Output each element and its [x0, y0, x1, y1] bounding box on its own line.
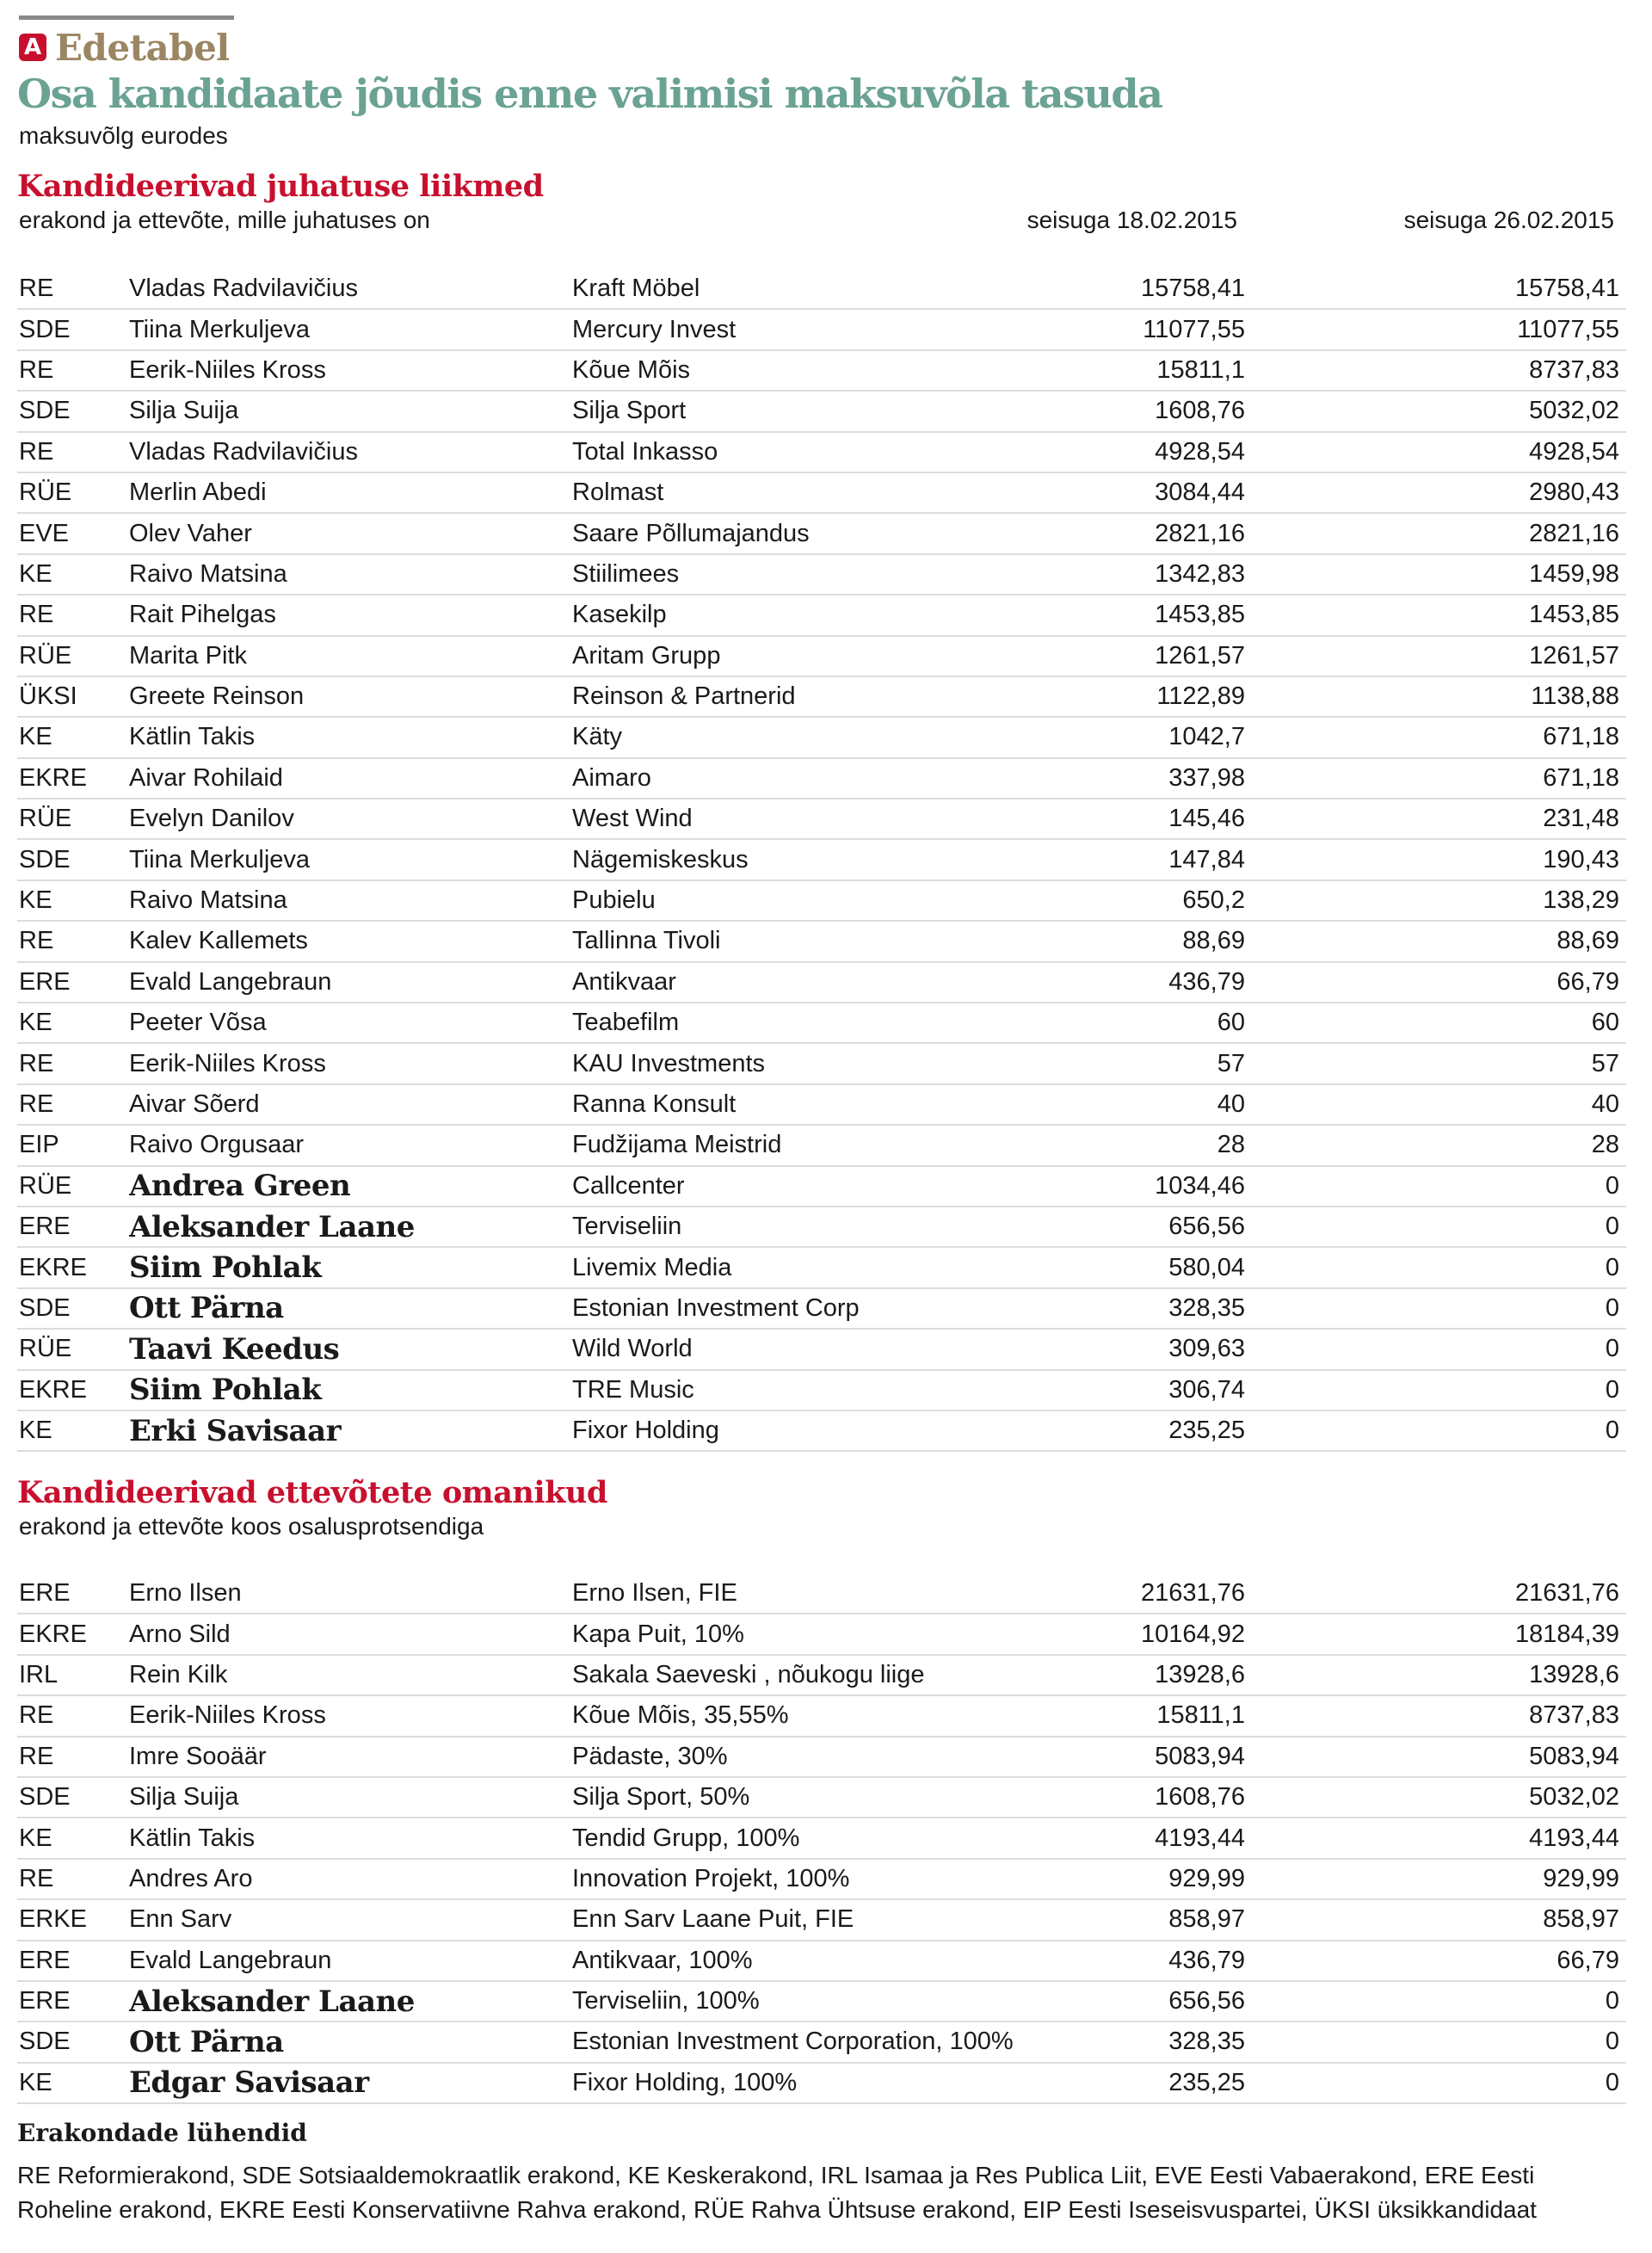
name-cell: Eerik-Niiles Kross — [129, 1695, 572, 1736]
company-cell: Pädaste, 30% — [572, 1737, 1131, 1777]
name-cell: Edgar Savisaar — [129, 2063, 572, 2103]
debt-date2-cell: 2980,43 — [1245, 472, 1626, 513]
name-cell: Evald Langebraun — [129, 1941, 572, 1981]
table-row — [17, 636, 1626, 676]
table-row — [17, 1777, 1626, 1818]
party-cell: EKRE — [17, 1247, 129, 1287]
table-row — [17, 269, 1626, 309]
top-rule — [19, 15, 234, 20]
debt-date2-cell: 18184,39 — [1245, 1614, 1626, 1654]
company-cell: Fixor Holding — [572, 1410, 1131, 1451]
debt-date1-cell: 4928,54 — [1131, 432, 1245, 472]
table-row — [17, 1695, 1626, 1736]
debt-date2-cell: 4928,54 — [1245, 432, 1626, 472]
table-row — [17, 880, 1626, 921]
brand-logo: A — [19, 34, 46, 61]
debt-date1-cell: 11077,55 — [1131, 309, 1245, 349]
table-row — [17, 1043, 1626, 1083]
company-cell: West Wind — [572, 799, 1131, 839]
debt-date1-cell: 656,56 — [1131, 1981, 1245, 2022]
company-cell: Kraft Möbel — [572, 269, 1131, 309]
debt-date2-cell: 1459,98 — [1245, 554, 1626, 595]
owners-table — [17, 1574, 1626, 2104]
company-cell: Silja Sport, 50% — [572, 1777, 1131, 1818]
party-cell: EKRE — [17, 1370, 129, 1410]
company-cell: Kapa Puit, 10% — [572, 1614, 1131, 1654]
subhead: maksuvõlg eurodes — [19, 122, 228, 149]
company-cell: Estonian Investment Corp — [572, 1288, 1131, 1329]
party-cell: KE — [17, 1003, 129, 1043]
debt-date2-cell: 57 — [1245, 1043, 1626, 1083]
name-cell: Enn Sarv — [129, 1899, 572, 1940]
company-cell: Nägemiskeskus — [572, 839, 1131, 880]
company-cell: Sakala Saeveski , nõukogu liige — [572, 1655, 1131, 1695]
company-cell: Teabefilm — [572, 1003, 1131, 1043]
debt-date1-cell: 235,25 — [1131, 1410, 1245, 1451]
headline: Osa kandidaate jõudis enne valimisi maksuvõla tasuda — [17, 71, 1162, 117]
table-row — [17, 595, 1626, 635]
party-cell: ERE — [17, 962, 129, 1003]
table-row — [17, 1207, 1626, 1247]
company-cell: Antikvaar — [572, 962, 1131, 1003]
company-cell: Ranna Konsult — [572, 1084, 1131, 1125]
debt-date2-cell: 671,18 — [1245, 717, 1626, 757]
debt-date1-cell: 1261,57 — [1131, 636, 1245, 676]
party-cell: KE — [17, 2063, 129, 2103]
table-row — [17, 1084, 1626, 1125]
debt-date2-cell: 231,48 — [1245, 799, 1626, 839]
name-cell: Kätlin Takis — [129, 717, 572, 757]
name-cell: Evald Langebraun — [129, 962, 572, 1003]
debt-date2-cell: 190,43 — [1245, 839, 1626, 880]
legend-title: Erakondade lühendid — [17, 2119, 307, 2147]
debt-date1-cell: 1122,89 — [1131, 676, 1245, 717]
party-cell: EKRE — [17, 758, 129, 799]
name-cell: Marita Pitk — [129, 636, 572, 676]
debt-date1-cell: 1034,46 — [1131, 1166, 1245, 1207]
debt-date1-cell: 306,74 — [1131, 1370, 1245, 1410]
company-cell: Aimaro — [572, 758, 1131, 799]
debt-date1-cell: 57 — [1131, 1043, 1245, 1083]
debt-date2-cell: 0 — [1245, 1329, 1626, 1369]
name-cell: Merlin Abedi — [129, 472, 572, 513]
company-cell: Rolmast — [572, 472, 1131, 513]
name-cell: Silja Suija — [129, 391, 572, 431]
party-cell: RE — [17, 1043, 129, 1083]
debt-date2-cell: 1261,57 — [1245, 636, 1626, 676]
table-row — [17, 1941, 1626, 1981]
debt-date1-cell: 5083,94 — [1131, 1737, 1245, 1777]
table-row — [17, 676, 1626, 717]
name-cell: Siim Pohlak — [129, 1247, 572, 1287]
party-cell: KE — [17, 880, 129, 921]
name-cell: Eerik-Niiles Kross — [129, 1043, 572, 1083]
company-cell: Fixor Holding, 100% — [572, 2063, 1131, 2103]
table-row — [17, 513, 1626, 553]
debt-date2-cell: 929,99 — [1245, 1859, 1626, 1899]
name-cell: Rein Kilk — [129, 1655, 572, 1695]
table-row — [17, 1859, 1626, 1899]
company-cell: Käty — [572, 717, 1131, 757]
debt-date1-cell: 650,2 — [1131, 880, 1245, 921]
name-cell: Aleksander Laane — [129, 1981, 572, 2022]
debt-date2-cell: 21631,76 — [1245, 1574, 1626, 1614]
party-cell: EIP — [17, 1125, 129, 1165]
name-cell: Vladas Radvilavičius — [129, 269, 572, 309]
party-cell: SDE — [17, 2022, 129, 2062]
name-cell: Greete Reinson — [129, 676, 572, 717]
name-cell: Arno Sild — [129, 1614, 572, 1654]
party-cell: ERE — [17, 1207, 129, 1247]
company-cell: Innovation Projekt, 100% — [572, 1859, 1131, 1899]
debt-date2-cell: 5032,02 — [1245, 1777, 1626, 1818]
debt-date1-cell: 1342,83 — [1131, 554, 1245, 595]
party-cell: KE — [17, 554, 129, 595]
debt-date2-cell: 0 — [1245, 1207, 1626, 1247]
table-row — [17, 921, 1626, 961]
debt-date2-cell: 66,79 — [1245, 1941, 1626, 1981]
party-cell: EKRE — [17, 1614, 129, 1654]
name-cell: Aivar Rohilaid — [129, 758, 572, 799]
company-cell: Livemix Media — [572, 1247, 1131, 1287]
section2-title: Kandideerivad ettevõtete omanikud — [17, 1475, 607, 1510]
debt-date1-cell: 858,97 — [1131, 1899, 1245, 1940]
name-cell: Rait Pihelgas — [129, 595, 572, 635]
debt-date1-cell: 88,69 — [1131, 921, 1245, 961]
debt-date1-cell: 436,79 — [1131, 1941, 1245, 1981]
name-cell: Erno Ilsen — [129, 1574, 572, 1614]
company-cell: Estonian Investment Corporation, 100% — [572, 2022, 1131, 2062]
debt-date2-cell: 0 — [1245, 1370, 1626, 1410]
party-cell: RE — [17, 432, 129, 472]
party-cell: RE — [17, 1695, 129, 1736]
company-cell: Enn Sarv Laane Puit, FIE — [572, 1899, 1131, 1940]
table-row — [17, 1247, 1626, 1287]
party-cell: RE — [17, 269, 129, 309]
debt-date1-cell: 1042,7 — [1131, 717, 1245, 757]
party-cell: KE — [17, 1818, 129, 1858]
debt-date1-cell: 40 — [1131, 1084, 1245, 1125]
debt-date1-cell: 309,63 — [1131, 1329, 1245, 1369]
name-cell: Kalev Kallemets — [129, 921, 572, 961]
name-cell: Ott Pärna — [129, 1288, 572, 1329]
table-row — [17, 962, 1626, 1003]
name-cell: Silja Suija — [129, 1777, 572, 1818]
table-row — [17, 839, 1626, 880]
debt-date2-cell: 671,18 — [1245, 758, 1626, 799]
debt-date2-cell: 0 — [1245, 1166, 1626, 1207]
debt-date2-cell: 4193,44 — [1245, 1818, 1626, 1858]
debt-date2-cell: 40 — [1245, 1084, 1626, 1125]
table-row — [17, 1981, 1626, 2022]
party-cell: ERE — [17, 1941, 129, 1981]
name-cell: Eerik-Niiles Kross — [129, 350, 572, 391]
debt-date1-cell: 2821,16 — [1131, 513, 1245, 553]
debt-date1-cell: 656,56 — [1131, 1207, 1245, 1247]
debt-date2-cell: 8737,83 — [1245, 1695, 1626, 1736]
legend-text: RE Reformierakond, SDE Sotsiaaldemokraatlik erakond, KE Keskerakond, IRL Isamaa ja Res Publica Liit, EVE Eesti Vabaerakond, ERE Eesti Roheline erakond, EKRE Eesti Konservatiivne Rahva erakond, RÜE Rahva Ühtsuse erakond, EIP Eesti Iseseisvuspartei, ÜKSI üksikkandidaat — [17, 2162, 1537, 2223]
debt-date2-cell: 66,79 — [1245, 962, 1626, 1003]
party-cell: KE — [17, 717, 129, 757]
table-row — [17, 1288, 1626, 1329]
board-members-table — [17, 269, 1626, 1452]
company-cell: Fudžijama Meistrid — [572, 1125, 1131, 1165]
debt-date2-cell: 0 — [1245, 2022, 1626, 2062]
name-cell: Aivar Sõerd — [129, 1084, 572, 1125]
name-cell: Raivo Orgusaar — [129, 1125, 572, 1165]
brand-name: Edetabel — [55, 26, 230, 69]
column-header-date1: seisuga 18.02.2015 — [1026, 207, 1237, 233]
party-cell: EVE — [17, 513, 129, 553]
table-row — [17, 717, 1626, 757]
company-cell: Erno Ilsen, FIE — [572, 1574, 1131, 1614]
debt-date2-cell: 88,69 — [1245, 921, 1626, 961]
debt-date2-cell: 5032,02 — [1245, 391, 1626, 431]
debt-date1-cell: 28 — [1131, 1125, 1245, 1165]
debt-date1-cell: 15811,1 — [1131, 1695, 1245, 1736]
party-cell: KE — [17, 1410, 129, 1451]
party-cell: ERE — [17, 1574, 129, 1614]
company-cell: Kõue Mõis, 35,55% — [572, 1695, 1131, 1736]
company-cell: Kasekilp — [572, 595, 1131, 635]
section1-title: Kandideerivad juhatuse liikmed — [17, 169, 544, 204]
party-cell: RÜE — [17, 799, 129, 839]
table-row — [17, 1614, 1626, 1654]
debt-date1-cell: 580,04 — [1131, 1247, 1245, 1287]
debt-date2-cell: 0 — [1245, 2063, 1626, 2103]
party-cell: RE — [17, 1737, 129, 1777]
table-row — [17, 1737, 1626, 1777]
table-row — [17, 309, 1626, 349]
company-cell: Stiilimees — [572, 554, 1131, 595]
table-row — [17, 1410, 1626, 1451]
name-cell: Raivo Matsina — [129, 880, 572, 921]
debt-date1-cell: 147,84 — [1131, 839, 1245, 880]
debt-date1-cell: 328,35 — [1131, 1288, 1245, 1329]
name-cell: Tiina Merkuljeva — [129, 309, 572, 349]
table-row — [17, 758, 1626, 799]
company-cell: Antikvaar, 100% — [572, 1941, 1131, 1981]
party-cell: SDE — [17, 839, 129, 880]
name-cell: Erki Savisaar — [129, 1410, 572, 1451]
table-row — [17, 432, 1626, 472]
company-cell: TRE Music — [572, 1370, 1131, 1410]
party-cell: RÜE — [17, 1166, 129, 1207]
table-row — [17, 391, 1626, 431]
name-cell: Kätlin Takis — [129, 1818, 572, 1858]
company-cell: Callcenter — [572, 1166, 1131, 1207]
party-cell: ERE — [17, 1981, 129, 2022]
debt-date1-cell: 1453,85 — [1131, 595, 1245, 635]
table-row — [17, 554, 1626, 595]
debt-date1-cell: 21631,76 — [1131, 1574, 1245, 1614]
table-row — [17, 1655, 1626, 1695]
table-row — [17, 350, 1626, 391]
table-row — [17, 1818, 1626, 1858]
debt-date1-cell: 4193,44 — [1131, 1818, 1245, 1858]
table-row — [17, 1574, 1626, 1614]
debt-date2-cell: 0 — [1245, 1981, 1626, 2022]
debt-date1-cell: 145,46 — [1131, 799, 1245, 839]
table-row — [17, 1003, 1626, 1043]
debt-date2-cell: 1138,88 — [1245, 676, 1626, 717]
table-row — [17, 1899, 1626, 1940]
debt-date1-cell: 10164,92 — [1131, 1614, 1245, 1654]
company-cell: KAU Investments — [572, 1043, 1131, 1083]
debt-date2-cell: 0 — [1245, 1288, 1626, 1329]
company-cell: Aritam Grupp — [572, 636, 1131, 676]
company-cell: Total Inkasso — [572, 432, 1131, 472]
debt-date1-cell: 3084,44 — [1131, 472, 1245, 513]
party-cell: SDE — [17, 1288, 129, 1329]
debt-date1-cell: 1608,76 — [1131, 1777, 1245, 1818]
party-cell: RE — [17, 1859, 129, 1899]
company-cell: Pubielu — [572, 880, 1131, 921]
debt-date1-cell: 929,99 — [1131, 1859, 1245, 1899]
name-cell: Ott Pärna — [129, 2022, 572, 2062]
table-row — [17, 799, 1626, 839]
debt-date1-cell: 1608,76 — [1131, 391, 1245, 431]
table-row — [17, 1125, 1626, 1165]
party-cell: RÜE — [17, 636, 129, 676]
name-cell: Andrea Green — [129, 1166, 572, 1207]
name-cell: Imre Sooäär — [129, 1737, 572, 1777]
section2-subtitle: erakond ja ettevõte koos osalusprotsendiga — [19, 1513, 484, 1540]
debt-date2-cell: 11077,55 — [1245, 309, 1626, 349]
debt-date2-cell: 2821,16 — [1245, 513, 1626, 553]
company-cell: Tendid Grupp, 100% — [572, 1818, 1131, 1858]
name-cell: Evelyn Danilov — [129, 799, 572, 839]
debt-date2-cell: 1453,85 — [1245, 595, 1626, 635]
company-cell: Wild World — [572, 1329, 1131, 1369]
name-cell: Raivo Matsina — [129, 554, 572, 595]
debt-date2-cell: 28 — [1245, 1125, 1626, 1165]
company-cell: Kõue Mõis — [572, 350, 1131, 391]
name-cell: Peeter Võsa — [129, 1003, 572, 1043]
party-cell: ERKE — [17, 1899, 129, 1940]
party-cell: SDE — [17, 391, 129, 431]
debt-date1-cell: 60 — [1131, 1003, 1245, 1043]
table-row — [17, 1370, 1626, 1410]
debt-date2-cell: 858,97 — [1245, 1899, 1626, 1940]
column-header-date2: seisuga 26.02.2015 — [1403, 207, 1614, 233]
table-row — [17, 472, 1626, 513]
company-cell: Silja Sport — [572, 391, 1131, 431]
table-row — [17, 2063, 1626, 2103]
name-cell: Siim Pohlak — [129, 1370, 572, 1410]
table-row — [17, 2022, 1626, 2062]
party-cell: RÜE — [17, 1329, 129, 1369]
brand — [19, 26, 230, 69]
party-cell: SDE — [17, 309, 129, 349]
company-cell: Terviseliin — [572, 1207, 1131, 1247]
debt-date2-cell: 0 — [1245, 1410, 1626, 1451]
party-cell: RE — [17, 921, 129, 961]
name-cell: Tiina Merkuljeva — [129, 839, 572, 880]
debt-date2-cell: 15758,41 — [1245, 269, 1626, 309]
company-cell: Terviseliin, 100% — [572, 1981, 1131, 2022]
name-cell: Andres Aro — [129, 1859, 572, 1899]
debt-date2-cell: 5083,94 — [1245, 1737, 1626, 1777]
name-cell: Vladas Radvilavičius — [129, 432, 572, 472]
party-cell: RE — [17, 350, 129, 391]
debt-date2-cell: 13928,6 — [1245, 1655, 1626, 1695]
party-cell: RÜE — [17, 472, 129, 513]
name-cell: Aleksander Laane — [129, 1207, 572, 1247]
company-cell: Reinson & Partnerid — [572, 676, 1131, 717]
table-row — [17, 1329, 1626, 1369]
party-cell: SDE — [17, 1777, 129, 1818]
debt-date1-cell: 328,35 — [1131, 2022, 1245, 2062]
party-cell: RE — [17, 1084, 129, 1125]
debt-date2-cell: 60 — [1245, 1003, 1626, 1043]
debt-date1-cell: 436,79 — [1131, 962, 1245, 1003]
debt-date1-cell: 235,25 — [1131, 2063, 1245, 2103]
debt-date1-cell: 13928,6 — [1131, 1655, 1245, 1695]
debt-date1-cell: 337,98 — [1131, 758, 1245, 799]
company-cell: Tallinna Tivoli — [572, 921, 1131, 961]
name-cell: Olev Vaher — [129, 513, 572, 553]
company-cell: Mercury Invest — [572, 309, 1131, 349]
debt-date2-cell: 138,29 — [1245, 880, 1626, 921]
name-cell: Taavi Keedus — [129, 1329, 572, 1369]
party-cell: ÜKSI — [17, 676, 129, 717]
debt-date2-cell: 0 — [1245, 1247, 1626, 1287]
table-row — [17, 1166, 1626, 1207]
company-cell: Saare Põllumajandus — [572, 513, 1131, 553]
party-cell: RE — [17, 595, 129, 635]
party-cell: IRL — [17, 1655, 129, 1695]
debt-date1-cell: 15758,41 — [1131, 269, 1245, 309]
debt-date1-cell: 15811,1 — [1131, 350, 1245, 391]
section1-subtitle: erakond ja ettevõte, mille juhatuses on — [19, 207, 430, 233]
debt-date2-cell: 8737,83 — [1245, 350, 1626, 391]
